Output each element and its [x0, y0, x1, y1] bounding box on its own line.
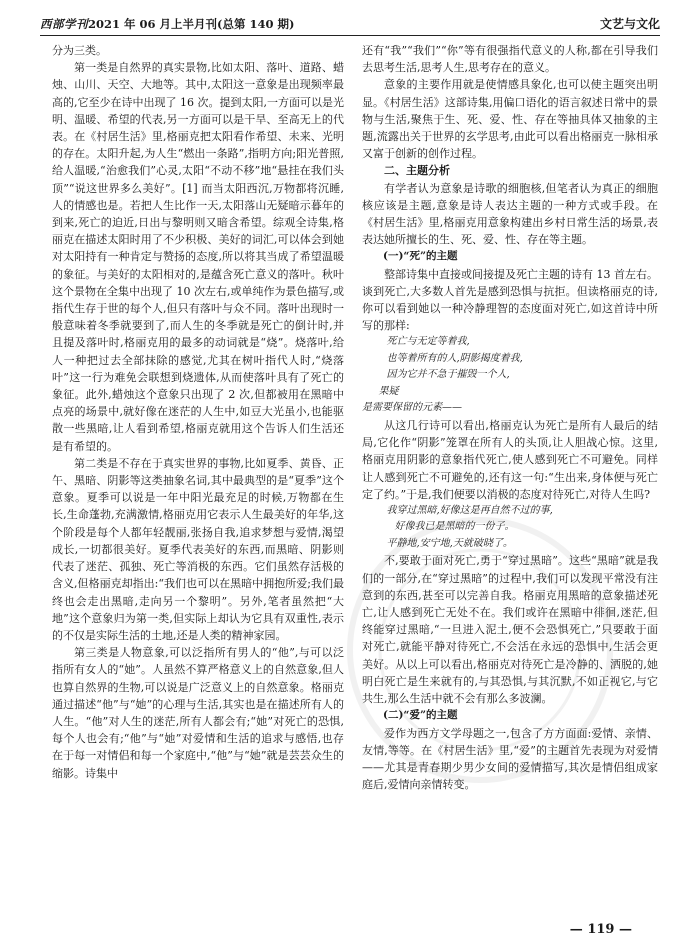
subsection-heading: (一)“死”的主题 — [383, 250, 458, 263]
journal-issue-line — [40, 16, 294, 32]
paragraph: 第三类是人物意象,可以泛指所有男人的“他”,与可以泛指所有女人的“她”。人虽然不算严格意义上的自然意象,但人也算自然界的生物,可以说是广泛意义上的自然意象。格丽克通过描述“他”与“她”的心理与生活,其实也是在描述所有人的人生。“他”对人生的迷茫,所有人都会有;“她”对死亡的恐惧,每个人也会有;“他”与“她”对爱情和生活的追求与感悟,也存在于每一对情侣和每一个家庭中,“他”与“她”就是芸芸众生的缩影。诗集中 — [52, 646, 344, 780]
paragraph: 有学者认为意象是诗歌的细胞核,但笔者认为真正的细胞核应该是主题,意象是诗人表达主题的一种方式或手段。在《村居生活》里,格丽克用意象构建出乡村日常生活的场景,表表达她所擅长的生、死、爱、性、存在等主题。 — [362, 181, 658, 247]
section-title: 文艺与文化 — [599, 17, 660, 31]
poem-tail — [362, 400, 658, 417]
paragraph: 第一类是自然界的真实景物,比如太阳、落叶、道路、蜡烛、山川、天空、大地等。其中,太阳这一意象是出现频率最高的,它至少在诗中出现了 16 次。提到太阳,一方面可以是光明、温暖、希望的代表,另一方面可以是干旱、至高无上的代表。在《村居生活》里,格丽克把太阳看作希望、未来、光明的存在。太阳升起,为人生“燃出一条路”,指明方向;阳光普照,给人温暖,“治愈我们”心灵,太阳“不动不移”地“悬挂在我们头顶”“说这世界多么美好”。[1] 而当太阳西沉,万物都将沉睡,人的情感也是。若把人生比作一天,太阳落山无疑暗示暮年的到来,死亡的迫近,日出与黎明则又暗含希望。综观全诗集,格丽克在描述太阳时用了不少积极、美好的词汇,可以体会到她对太阳持有一种肯定与赞扬的态度,所以将其当成了希望温暖的象征。与美好的太阳相对的,是蕴含死亡意义的落叶。秋叶这个景物在全集中出现了 10 次左右,或单纯作为景色描写,或指代生存于世的每个人,但只有落叶与众不同。落叶出现时一般意味着冬季就要到了,而人生的冬季就是死亡的倒计时,并且提及落叶时,格丽克用的最多的动词就是“烧”。烧落叶,给人一种把过去全部抹除的感觉,尤其在树叶指代人时,“烧落叶”这一行为难免会联想到烧遗体,从而使落叶具有了死亡的象征。此外,蜡烛这个意象只出现了 2 次,但都被用在黑暗中点亮的场景中,就好像在迷茫的人生中,如豆大光虽小,也能驱散一些黑暗,让人看到希望,格丽克就用这个告诉人们生活还是有希望的。 — [52, 61, 344, 453]
paragraph: 不,要敢于面对死亡,勇于“穿过黑暗”。这些“黑暗”就是我们的一部分,在“穿过黑暗”的过程中,我们可以发现平常没有注意到的东西,甚至可以完善自我。格丽克用黑暗的意象描述死亡,让人感到死亡无处不在。我们或许在黑暗中徘徊,迷茫,但终能穿过黑暗,“一旦进入泥土,便不会恐惧死亡,”只要敢于面对死亡,就能平静对待死亡,不会活在永远的恐惧中,生活会更美好。从以上可以看出,格丽克对待死亡是冷静的、洒脱的,她明白死亡是生来就有的,与其恐惧,与其沉默,不如正视它,与它共生,那么生活中就不会有那么多波澜。 — [362, 554, 658, 706]
journal-name: 西部学刊 — [40, 17, 88, 31]
poem-line: 我穿过黑暗,好像这是再自然不过的事, — [386, 504, 553, 516]
poem-line: 也等着所有的人,阴影揭度着我, — [386, 352, 523, 364]
paragraph: 爱作为西方文学母题之一,包含了方方面面:爱情、亲情、友情,等等。在《村居生活》里,“爱”的主题首先表现为对爱情——尤其是青春期少男少女间的爱情描写,其次是情侣组成家庭后,爱情向亲情转变。 — [362, 726, 658, 792]
poem-line: 是需要保留的元素—— — [362, 402, 462, 414]
poem-quote — [362, 503, 658, 553]
poem-line: 因为它并不急于摧毁一个人, — [386, 369, 510, 381]
poem-line: 果疑 — [378, 385, 399, 397]
poem-quote — [362, 334, 658, 400]
subsection-heading: (二)“爱”的主题 — [383, 709, 458, 722]
paragraph: 意象的主要作用就是使情感具象化,也可以使主题突出明显。《村居生活》这部诗集,用偏口语化的语言叙述日常中的景物与生活,聚焦于生、死、爱、性、存在等抽具体又抽象的主题,流露出关于世界的玄学思考,由此可以看出格丽克一脉相承又富于创新的创作过程。 — [362, 78, 658, 161]
paragraph: 第二类是不存在于真实世界的事物,比如夏季、黄昏、正午、黑暗、阴影等这类抽象名词,其中最典型的是“夏季”这个意象。夏季可以说是一年中阳光最充足的时候,万物都在生长,生命蓬勃,充满激情,格丽克用它表示人生最美好的年华,这个阶段是每个人都年轻靓丽,张扬自我,追求梦想与爱情,渴望成长,一切都很美好。夏季代表美好的东西,而黑暗、阴影则代表了迷茫、孤独、死亡等消极的东西。它们虽然存活极的含义,但格丽克却指出:“我们也可以在黑暗中拥抱所爱;我们最终也会走出黑暗,走向另一个黎明”。另外,笔者虽然把“大地”这个意象归为第一类,但实际上却认为它具有双重性,表示的不仅是实际生活的土地,还是人类的精神家园。 — [52, 456, 344, 642]
paragraph: 整部诗集中直接或间接提及死亡主题的诗有 13 首左右。谈到死亡,大多数人首先是感到恐惧与抗拒。但读格丽克的诗,你可以看到她以一种冷静理智的态度面对死亡,如这首诗中所写的那样: — [362, 267, 658, 333]
running-header — [40, 10, 660, 36]
paragraph: 还有“我”“我们”“你”等有很强指代意义的人称,都在引导我们去思考生活,思考人生,思考存在的意义。 — [362, 44, 658, 75]
paragraph: 从这几行诗可以看出,格丽克认为死亡是所有人最后的结局,它化作“阴影”笼罩在所有人的头顶,让人胆战心惊。这里,格丽克用阴影的意象指代死亡,使人感到死亡不可避免。同样让人感到死亡不可避免的,还有这一句:“生出来,身体便与死亡定了约。”于是,我们便要以消极的态度对待死亡,对待人生吗? — [362, 418, 658, 501]
poem-line: 好像我已是黑暗的一份子。 — [394, 521, 515, 533]
right-column — [362, 42, 658, 793]
issue-info: 2021 年 06 月上半月刊(总第 140 期) — [88, 17, 295, 31]
paragraph: 分为三类。 — [52, 44, 107, 57]
poem-line: 死亡与无定等着我, — [386, 336, 470, 348]
page-number: — 119 — — [569, 922, 632, 937]
poem-line: 平静地,安宁地,天就破晓了。 — [386, 537, 513, 549]
left-column — [52, 42, 344, 782]
section-heading: 二、主题分析 — [384, 164, 450, 178]
